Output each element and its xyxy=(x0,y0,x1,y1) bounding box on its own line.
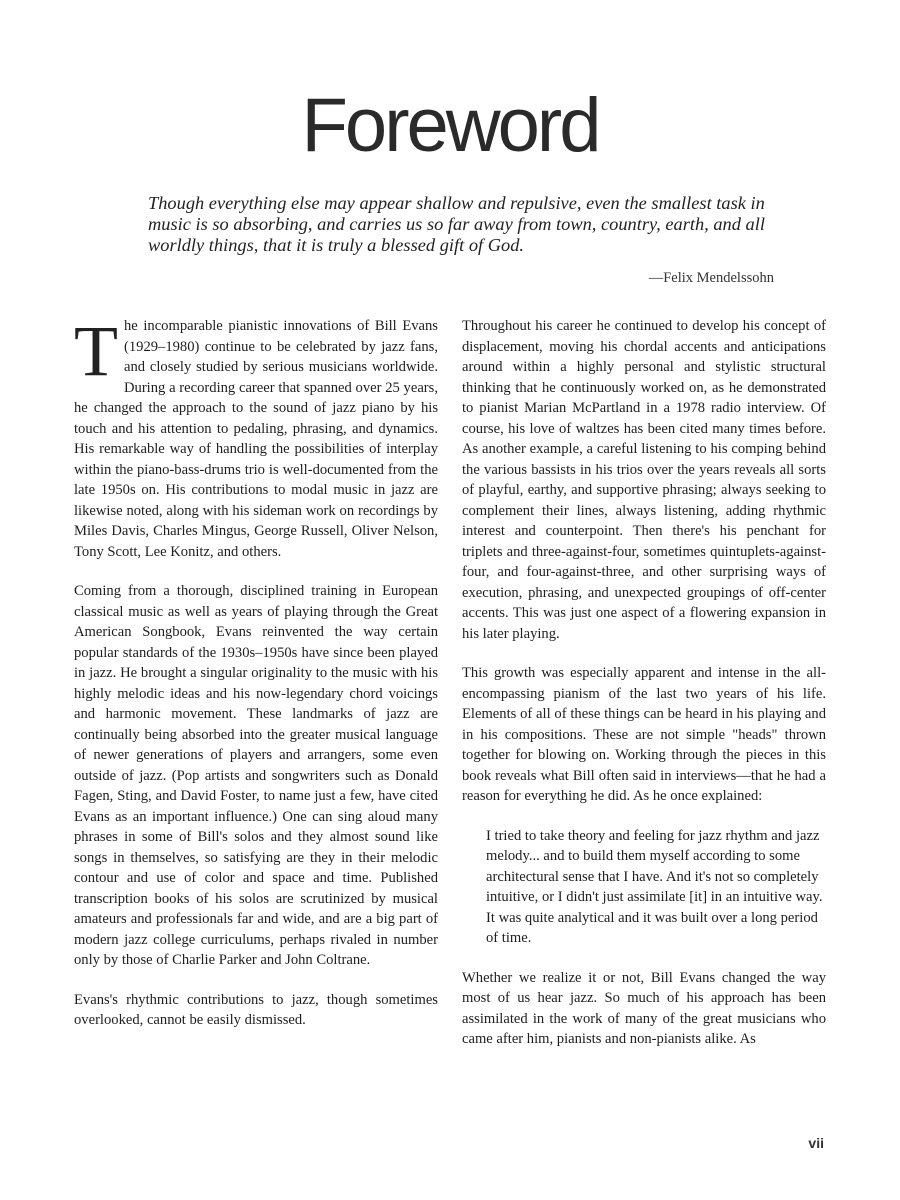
paragraph: Coming from a thorough, disciplined training in European classical music as well as years of playing through the Great American Songbook, Evans reinvented the way certain popular standards of the 1930s–1950s have since been played in jazz. He brought a singular originality to the music with his highly melodic ideas and his now-legendary chord voicings and harmonic movement. These landmarks of jazz are continually being absorbed into the greater musical language of newer generations of players and arrangers, some even outside of jazz. (Pop artists and songwriters such as Donald Fagen, Sting, and David Foster, to name just a few, have cited Evans as an important influence.) One can sing aloud many phrases in some of Bill's solos and they almost sound like songs in themselves, so satisfying are they in their melodic contour and use of color and space and time. Published transcription books of his solos are scrutinized by musical amateurs and professionals far and wide, and are a big part of modern jazz college curriculums, perhaps rivaled in number only by those of Charlie Parker and John Coltrane. xyxy=(74,583,438,968)
paragraph xyxy=(74,311,438,562)
epigraph-attribution: —Felix Mendelssohn xyxy=(648,270,774,286)
block-quote: I tried to take theory and feeling for jazz rhythm and jazz melody... and to build them myself according to some architectural sense that I have. And it's not so completely intuitive, or I didn't just assimilate [it] in an intuitive way. It was quite analytical and it was built over a long period of time. xyxy=(486,827,823,946)
page-title: Foreword xyxy=(301,83,599,168)
epigraph-quote: Though everything else may appear shallow and repulsive, even the smallest task in music is so absorbing, and carries us so far away from town, country, earth, and all worldly things, that it is truly a blessed gift of God. xyxy=(148,193,765,255)
paragraph: Throughout his career he continued to develop his concept of displacement, moving his chordal accents and anticipations around within a highly personal and stylistic structural thinking that he continuously worked on, as he demonstrated to pianist Marian McPartland in a 1978 radio interview. Of course, his love of waltzes has been cited many times before. As another example, a careful listening to his comping behind the various bassists in his trios over the years reveals all sorts of playful, earthy, and supportive phrasing; always seeking to complement their lines, always listening, adding rhythmic interest and counterpoint. Then there's his penchant for triplets and three-against-four, sometimes quintuplets-against-four, and four-against-three, and other surprising ways of execution, phrasing, and unexpected groupings of off-center accents. This was just one aspect of a flowering expansion in his later playing. xyxy=(462,318,826,642)
paragraph: Whether we realize it or not, Bill Evans changed the way most of us hear jazz. So much of his approach has been assimilated in the work of many of the great musicians who came after him, pianists and non-pianists alike. As xyxy=(462,969,826,1047)
paragraph-text: he incomparable pianistic innovations of Bill Evans (1929–1980) continue to be celebrated by jazz fans, and closely studied by serious musicians worldwide. During a recording career that spanned over 25 years, he changed the approach to the sound of jazz piano by his touch and his attention to pedaling, phrasing, and dynamics. His remarkable way of handling the possibilities of interplay within the piano-bass-drums trio is well-documented from the late 1950s on. His contributions to modal music in jazz are likewise noted, along with his sideman work on recordings by Miles Davis, Charles Mingus, George Russell, Oliver Nelson, Tony Scott, Lee Konitz, and others. xyxy=(74,318,438,560)
page-number: vii xyxy=(808,1135,824,1151)
paragraph: Evans's rhythmic contributions to jazz, though sometimes overlooked, cannot be easily dismissed. xyxy=(74,991,438,1028)
paragraph: This growth was especially apparent and intense in the all-encompassing pianism of the last two years of his life. Elements of all of these things can be heard in his playing and in his compositions. These are not simple "heads" thrown together for blowing on. Working through the pieces in this book reveals what Bill often said in interviews—that he had a reason for everything he did. As he once explained: xyxy=(462,665,826,804)
right-column xyxy=(462,316,826,1069)
drop-cap: T xyxy=(74,311,118,391)
left-column xyxy=(74,311,438,1050)
